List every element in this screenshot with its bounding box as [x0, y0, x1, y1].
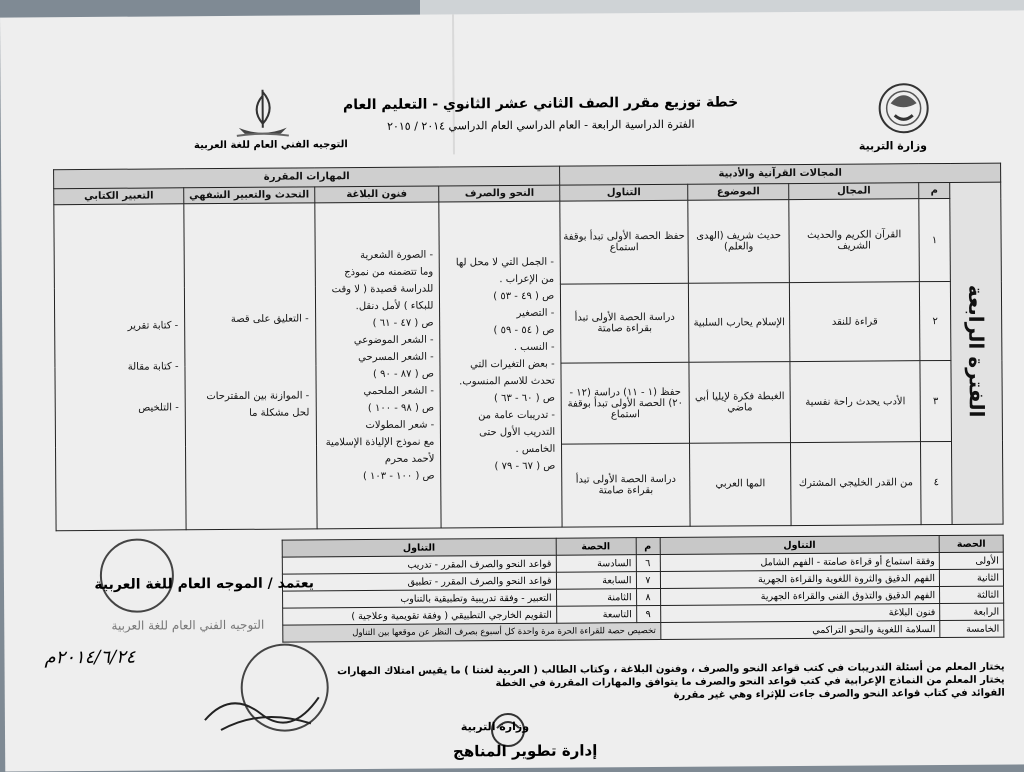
col-header-grammar: النحو والصرف — [439, 185, 560, 202]
document-subtitle: الفترة الدراسية الرابعة - العام الدراسي العام الدراسي ٢٠١٤ / ٢٠١٥ — [387, 117, 695, 133]
col-header-written: التعبير الكتابي — [54, 187, 184, 205]
grammar-line: ص ( ٥٤ - ٥٩ ) — [493, 324, 555, 337]
written-line: - كتابة تقرير — [127, 320, 179, 332]
period-column — [950, 182, 1003, 525]
note-line: يختار المعلم من أسئلة التدريبات في كتب قواعد النحو والصرف ، وفنون البلاغة ، وكتاب الطالب ( العربية لغتنا ) ما يقيس امتلاك المهارات — [337, 661, 1005, 678]
written-cell — [54, 204, 186, 531]
grammar-line: ص ( ٤٩ - ٥٣ ) — [493, 290, 555, 303]
schedule-session: الثانية — [939, 569, 1003, 586]
department-label: التوجيه الفني العام للغة العربية — [193, 139, 348, 152]
grammar-line: - تدريبات عامة من التدريب الأول حتى الخامس . — [478, 409, 556, 456]
note-line: يختار المعلم من النماذج الإعرابية في كتب قواعد النحو والصرف ما يتوافق والمهارات المقررة في الخطة — [495, 674, 1005, 690]
grammar-line: - بعض التغيرات التي تحدث للاسم المنسوب. — [459, 358, 555, 388]
handwritten-signature — [201, 679, 331, 740]
row-handling: دراسة الحصة الأولى تبدأ بقراءة صامتة — [561, 284, 689, 364]
group-header-skills: المهارات المقررة — [54, 166, 560, 188]
rhetoric-line: - الشعر الملحمي — [363, 385, 435, 397]
schedule-handling: السلامة اللغوية والنحو التراكمي — [660, 621, 940, 640]
rhetoric-line: - شعر المطولات — [365, 419, 435, 431]
schedule-session: الثامنة — [556, 589, 636, 607]
row-handling: حفظ الحصة الأولى تبدأ بوقفة استماع — [560, 201, 688, 285]
col-header-field: المجال — [789, 182, 919, 199]
row-field: قراءة للنقد — [790, 282, 920, 362]
schedule-header-handling-2: التناول — [282, 538, 556, 557]
schedule-session: الرابعة — [940, 603, 1004, 620]
group-header-literary: المجالات القرآنية والأدبية — [560, 163, 1001, 185]
schedule-session: التاسعة — [556, 606, 636, 624]
ministry-label: وزارة التربية — [858, 139, 928, 153]
footer-stamp-line1: وزارة التربية — [460, 719, 530, 734]
table-row — [54, 198, 1002, 288]
col-header-handling: التناول — [560, 184, 688, 201]
row-number: ٢ — [919, 282, 951, 361]
row-field: القرآن الكريم والحديث الشريف — [789, 199, 919, 283]
schedule-number: ٨ — [636, 588, 660, 605]
footer-stamp-line2: إدارة تطوير المناهج — [452, 741, 598, 761]
plan-table — [53, 163, 1004, 532]
schedule-handling: الفهم الدقيق والتذوق الفني والقراءة الجهرية — [660, 587, 940, 606]
signature-date: ٢٠١٤/٦/٢٤م — [44, 646, 136, 669]
note-line: الفوائد في كتاب قواعد النحو والصرف جاءت للإثراء وهي غير مقررة — [673, 687, 1005, 701]
row-handling: دراسة الحصة الأولى تبدأ بقراءة صامتة — [562, 443, 690, 527]
schedule-header-session-2: الحصة — [556, 538, 636, 556]
col-header-oral: التحدث والتعبير الشفهي — [184, 187, 315, 205]
schedule-handling: قواعد النحو والصرف المقرر - تطبيق — [282, 572, 556, 591]
oral-cell — [184, 203, 317, 530]
row-topic: الإسلام يحارب السلبية — [688, 283, 790, 363]
grammar-line: - الجمل التي لا محل لها من الإعراب . — [455, 256, 555, 286]
schedule-session: السابعة — [556, 572, 636, 590]
rhetoric-line: ص ( ٨٧ - ٩٠ ) — [372, 368, 434, 380]
approval-text: يعتمد / الموجه العام للغة العربية — [94, 575, 315, 593]
row-handling: حفظ (١ - ١١) دراسة (١٢ - ٢٠) الحصة الأولى تبدأ بوقفة استماع — [561, 362, 689, 444]
schedule-session: الخامسة — [940, 620, 1004, 637]
schedule-handling: التقويم الخارجي التطبيقي ( وفقة تقويمية وعلاجية ) — [283, 606, 557, 625]
schedule-handling: فنون البلاغة — [660, 604, 940, 623]
rhetoric-line: ص ( ٤٧ - ٦١ ) — [372, 317, 434, 329]
rhetoric-line: مع نموذج الإلياذة الإسلامية لأحمد محرم — [325, 436, 435, 465]
grammar-cell — [439, 201, 562, 528]
schedule-number: ٧ — [636, 571, 660, 588]
row-topic: المها العربي — [689, 443, 791, 527]
rhetoric-line: - الصورة الشعرية — [360, 249, 434, 261]
schedule-header-handling: التناول — [660, 536, 940, 555]
row-number: ١ — [919, 199, 951, 282]
oral-line: لحل مشكلة ما — [249, 407, 310, 419]
col-header-rhetoric: فنون البلاغة — [314, 186, 439, 203]
written-line: - التلخيص — [138, 402, 179, 414]
row-number: ٣ — [920, 361, 952, 442]
row-topic: حديث شريف (الهدى والعلم) — [688, 200, 790, 284]
col-header-topic: الموضوع — [688, 183, 789, 200]
stamp-text: التوجيه الفني العام للغة العربية — [111, 617, 265, 633]
dhow-ship-logo — [232, 84, 292, 140]
row-field: الأدب يحدث راحة نفسية — [790, 361, 920, 443]
col-header-number: م — [919, 182, 950, 199]
oral-line: - الموازنة بين المقترحات — [206, 390, 310, 403]
row-field: من القدر الخليجي المشترك — [791, 442, 921, 526]
kuwait-emblem-logo — [876, 81, 930, 135]
period-label: الفترة الرابعة — [963, 285, 989, 419]
schedule-number: ٩ — [636, 605, 660, 622]
rhetoric-line: ص ( ١٠٠ - ١٠٣ ) — [362, 470, 435, 482]
grammar-line: - النسب . — [513, 341, 555, 354]
grammar-line: - التصغير — [516, 307, 555, 320]
grammar-line: ص ( ٦٠ - ٦٣ ) — [493, 392, 555, 405]
schedule-footnote: تخصيص حصة للقراءة الحرة مرة واحدة كل أسبوع بصرف النظر عن موقعها بين التناول — [283, 622, 661, 642]
schedule-number: ٦ — [636, 554, 660, 571]
schedule-session: السادسة — [556, 555, 636, 573]
rhetoric-cell — [314, 202, 441, 529]
schedule-header-session: الحصة — [939, 535, 1003, 552]
row-number: ٤ — [920, 441, 952, 524]
notes-block — [335, 661, 1005, 705]
schedule-header-number: م — [636, 537, 660, 554]
rhetoric-line: ص ( ٩٨ - ١٠٠ ) — [367, 402, 435, 414]
rhetoric-line: وما تتضمنه من نموذج للدراسة قصيدة ( لا وقت للبكاء ) لأمل دنقل. — [331, 266, 434, 312]
session-schedule-table — [282, 535, 1005, 643]
rhetoric-line: - الشعر الموضوعي — [353, 334, 434, 346]
schedule-session: الأولى — [939, 552, 1003, 569]
schedule-handling: الفهم الدقيق والثروة اللغوية والقراءة الجهرية — [660, 570, 940, 589]
oral-line: - التعليق على قصة — [230, 313, 309, 326]
rhetoric-line: - الشعر المسرحي — [358, 351, 434, 363]
schedule-handling: التعبير - وفقة تدريبية وتطبيقية بالتناوب — [283, 589, 557, 608]
schedule-row — [283, 620, 1004, 642]
schedule-session: الثالثة — [940, 586, 1004, 603]
row-topic: الغبطة فكرة لإيليا أبي ماضي — [689, 362, 791, 444]
grammar-line: ص ( ٦٧ - ٧٩ ) — [494, 460, 556, 473]
document-page — [0, 10, 1024, 771]
schedule-handling: وفقة استماع أو قراءة صامتة - الفهم الشامل — [660, 553, 940, 572]
schedule-handling: قواعد النحو والصرف المقرر - تدريب — [282, 555, 556, 574]
written-line: - كتابة مقالة — [127, 361, 179, 373]
document-title: خطة توزيع مقرر الصف الثاني عشر الثانوي - التعليم العام — [342, 94, 739, 114]
